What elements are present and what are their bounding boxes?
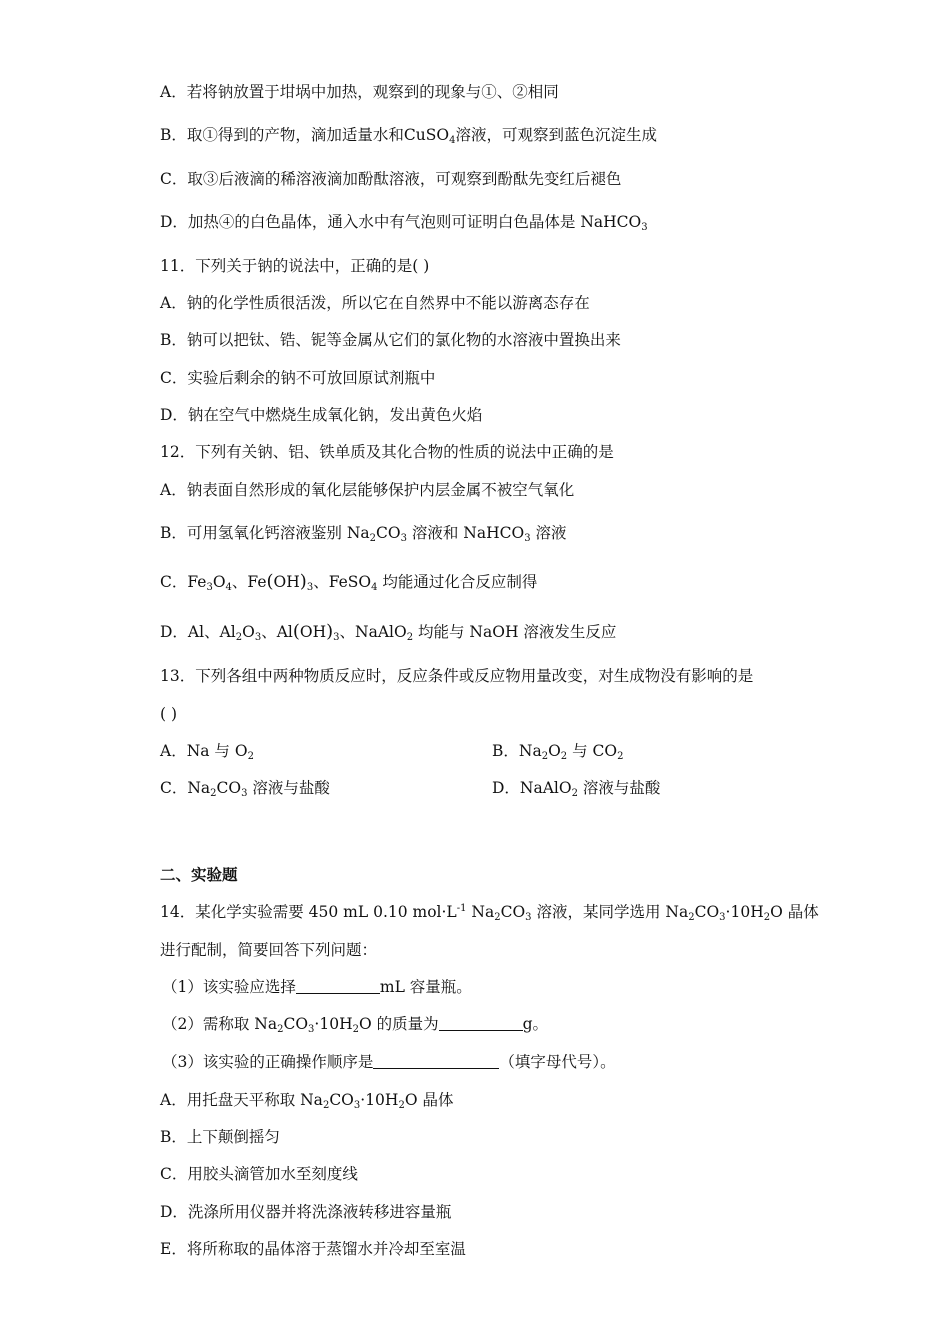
q10-option-b: B．取①得到的产物，滴加适量水和CuSO$_4$溶液，可观察到蓝色沉淀生成 xyxy=(160,126,657,146)
q12-option-b: B．可用氢氧化钙溶液鉴别 $Na_2CO_3$ 溶液和 NaHCO$_3$ 溶液 xyxy=(160,524,567,544)
q13-option-a: A．Na 与 $O_2$ xyxy=(160,742,254,762)
q14-part2: （2）需称取 $Na_2CO_3\cdot 10H_2O$ 的质量为 g。 xyxy=(162,1015,549,1035)
q13-stem: 13．下列各组中两种物质反应时，反应条件或反应物用量改变，对生成物没有影响的是 xyxy=(160,667,754,685)
q14-stem-line2: 进行配制，简要回答下列问题： xyxy=(160,941,378,959)
q12-option-d: D．Al、$Al_2O_3$、$Al(OH)_3$、NaAlO$_2$ 均能与 NaOH 溶液发生反应 xyxy=(160,621,617,643)
answer-blank-1[interactable] xyxy=(296,979,380,994)
q11-option-b: B．钠可以把钛、锆、铌等金属从它们的氯化物的水溶液中置换出来 xyxy=(160,331,621,349)
q12-option-a: A．钠表面自然形成的氧化层能够保护内层金属不被空气氧化 xyxy=(160,481,575,499)
q11-option-a: A．钠的化学性质很活泼，所以它在自然界中不能以游离态存在 xyxy=(160,294,590,312)
q10-option-a: A．若将钠放置于坩埚中加热，观察到的现象与①、②相同 xyxy=(160,83,559,101)
q14-part1: （1）该实验应选择 mL 容量瓶。 xyxy=(162,978,472,996)
answer-blank-3[interactable] xyxy=(373,1054,499,1069)
q14-option-e: E．将所称取的晶体溶于蒸馏水并冷却至室温 xyxy=(160,1240,466,1258)
answer-blank-2[interactable] xyxy=(439,1016,523,1031)
q13-option-b: B．$Na_2O_2$ 与 $CO_2$ xyxy=(492,742,624,762)
q12-option-c: C．$Fe_3O_4$、$Fe(OH)_3$、FeSO$_4$ 均能通过化合反应制得 xyxy=(160,571,538,593)
q11-option-d: D．钠在空气中燃烧生成氧化钠，发出黄色火焰 xyxy=(160,406,483,424)
q13-option-d: D．NaAlO$_2$ 溶液与盐酸 xyxy=(492,779,661,799)
q14-part3: （3）该实验的正确操作顺序是 （填字母代号）。 xyxy=(162,1053,616,1071)
q14-option-c: C．用胶头滴管加水至刻度线 xyxy=(160,1165,358,1183)
q11-stem: 11．下列关于钠的说法中，正确的是( ) xyxy=(160,257,430,275)
q11-option-c: C．实验后剩余的钠不可放回原试剂瓶中 xyxy=(160,369,436,387)
q10-option-d: D．加热④的白色晶体，通入水中有气泡则可证明白色晶体是 NaHCO$_3$ xyxy=(160,213,648,233)
q10-option-c: C．取③后液滴的稀溶液滴加酚酞溶液，可观察到酚酞先变红后褪色 xyxy=(160,170,622,188)
q13-answer-paren: ( ) xyxy=(160,705,178,723)
section-title: 二、实验题 xyxy=(160,865,238,884)
q14-option-b: B．上下颠倒摇匀 xyxy=(160,1128,280,1146)
q14-option-a: A．用托盘天平称取 $Na_2CO_3\cdot 10H_2O$ 晶体 xyxy=(160,1091,454,1111)
q14-option-d: D．洗涤所用仪器并将洗涤液转移进容量瓶 xyxy=(160,1203,452,1221)
q12-stem: 12．下列有关钠、铝、铁单质及其化合物的性质的说法中正确的是 xyxy=(160,443,614,461)
q13-option-c: C．$Na_2CO_3$ 溶液与盐酸 xyxy=(160,779,330,799)
q14-stem-line1: 14．某化学实验需要 450 mL 0.10 $mol\cdot L^{-1}$ $Na_2CO_3$ 溶液，某同学选用 $Na_2CO_3\cdot 10H_2O$ 晶体 xyxy=(160,903,819,923)
